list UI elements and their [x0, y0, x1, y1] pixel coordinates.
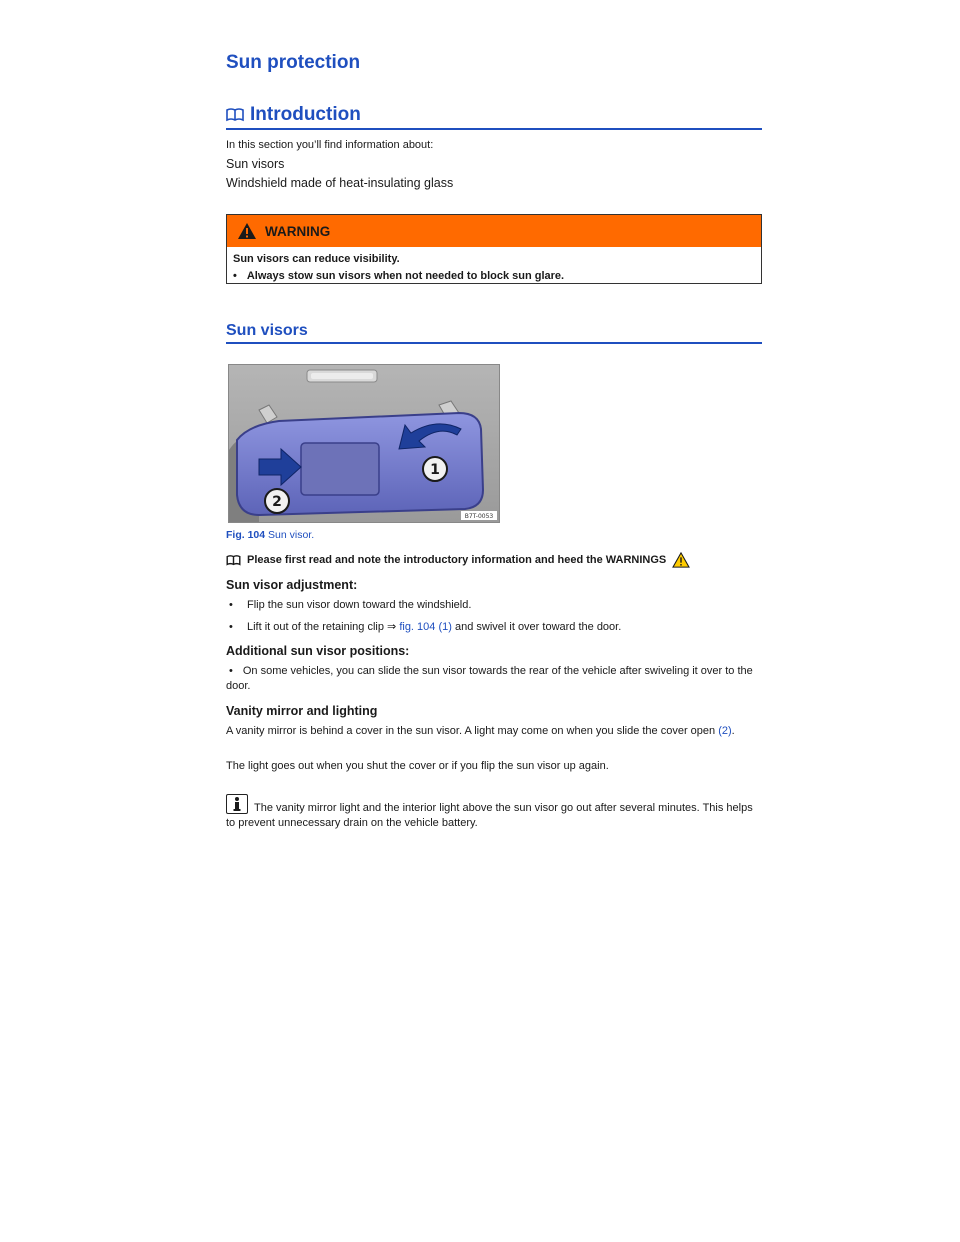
- info-icon: [226, 794, 248, 814]
- section-heading-introduction: [226, 102, 762, 130]
- warning-bullet: [233, 268, 755, 285]
- warning-triangle-icon: [672, 552, 690, 568]
- warning-bullet-text: Always stow sun visors when not needed to block sun glare.: [246, 270, 565, 282]
- mirror-paragraph-2: The light goes out when you shut the cover or if you flip the sun visor up again.: [226, 760, 609, 772]
- bullet-icon: •: [233, 270, 237, 282]
- list-item: [226, 598, 762, 613]
- figure-caption: [226, 529, 314, 541]
- bullet-icon: •: [229, 599, 233, 611]
- figure-callout-1: 1: [430, 462, 440, 478]
- intro-topic: Sun visors: [226, 157, 285, 171]
- list-item-text: [247, 620, 621, 635]
- read-first-note: [226, 552, 762, 568]
- step2-text-pre: Lift it out of the retaining clip ⇒: [247, 621, 397, 633]
- intro-heading-text: Introduction: [250, 104, 361, 125]
- list-item-text: On some vehicles, you can slide the sun visor towards the rear of the vehicle after swiveling it over to the door.: [226, 665, 753, 692]
- list-item: [226, 620, 762, 635]
- mirror-text: A vanity mirror is behind a cover in the sun visor. A light may come on when you slide the cover open: [226, 725, 716, 737]
- list-item: [226, 664, 762, 694]
- positions-heading: Additional sun visor positions:: [226, 644, 410, 658]
- warning-triangle-icon: [237, 222, 257, 240]
- sun-visors-heading-text: Sun visors: [226, 322, 308, 339]
- warning-header: [227, 215, 761, 247]
- figure-caption-text: Sun visor.: [268, 529, 315, 541]
- bullet-icon: •: [229, 665, 233, 677]
- callout-reference-link[interactable]: (2): [718, 725, 732, 737]
- adjustment-heading: Sun visor adjustment:: [226, 578, 358, 592]
- warning-label: WARNING: [265, 223, 331, 239]
- read-first-text: Please first read and note the introductory information and heed the WARNINGS: [247, 553, 667, 566]
- sun-visor-illustration: [229, 365, 499, 522]
- book-icon: [226, 108, 244, 122]
- warning-statement: Sun visors can reduce visibility.: [233, 253, 400, 265]
- info-note-text: The vanity mirror light and the interior light above the sun visor go out after several minutes. This helps to prevent unnecessary drain on the vehicle battery.: [226, 802, 753, 829]
- bullet-icon: •: [229, 621, 233, 633]
- sun-visor-figure: [228, 364, 500, 523]
- warning-box: [226, 214, 762, 284]
- warning-body: [227, 247, 761, 289]
- intro-topic: Windshield made of heat-insulating glass: [226, 176, 454, 190]
- figure-callout-2: 2: [272, 494, 282, 510]
- figure-number: Fig. 104: [226, 529, 266, 541]
- info-note: [226, 794, 762, 831]
- section-heading-sun-visors: [226, 320, 762, 344]
- book-icon: [226, 555, 241, 566]
- list-item-text: Flip the sun visor down toward the windshield.: [247, 599, 472, 611]
- mirror-text-end: .: [731, 725, 735, 737]
- figure-code: B7T-0053: [464, 513, 494, 520]
- mirror-heading: Vanity mirror and lighting: [226, 704, 378, 718]
- mirror-paragraph: [226, 724, 762, 739]
- step2-text-post: and swivel it over toward the door.: [454, 621, 622, 633]
- figure-reference-link[interactable]: fig. 104 (1): [399, 621, 452, 633]
- page-title: Sun protection: [226, 52, 361, 73]
- intro-lead: In this section you’ll find information about:: [226, 139, 434, 151]
